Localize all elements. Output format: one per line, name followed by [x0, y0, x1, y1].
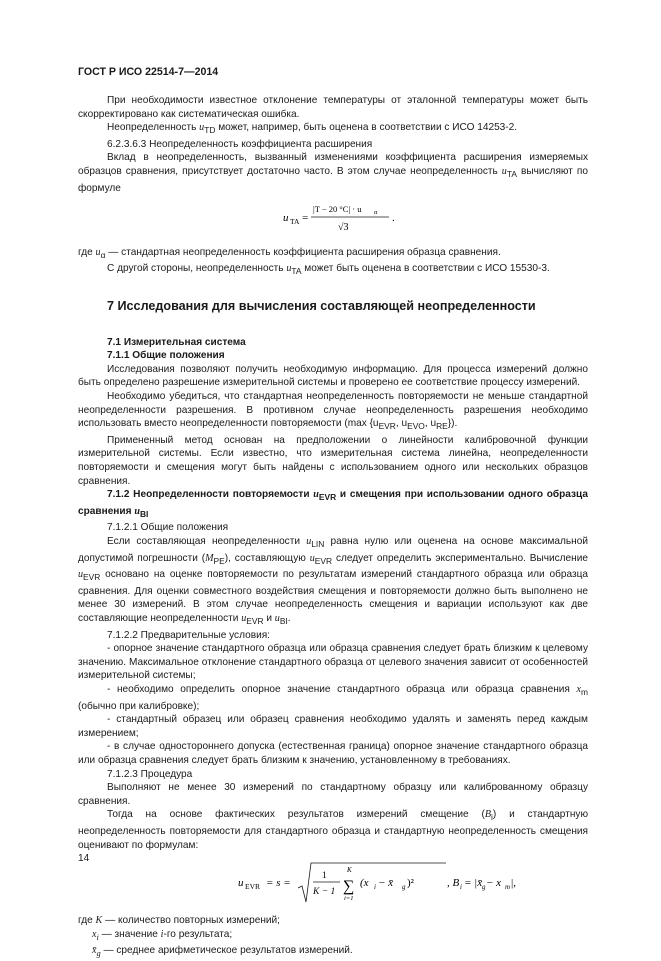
- paragraph-7121: Если составляющая неопределенности $u_{LIN}$ равна нулю или оценена на основе максимальной допустимой погрешности $(M_{PE})$, составляющую $u_{EVR}$ следует определить экспериментально. Вычисление $u_{EVR}$ основано на оценке повторяемости по результатам измерений стандартного образца или образца сравнения. Для оценки совместного воздействия смещения и повторяемости должно быть выполнено не менее 30 измерений. В этом случае неопределенность смещения и вариации используют как две составляющие неопределенности $u_{EVR}$ и $u_{BI}$.: [78, 535, 588, 626]
- uta-period: .: [392, 212, 395, 225]
- uevr-lhs-sub: EVR: [245, 882, 260, 892]
- paragraph-711c: Примененный метод основан на предположении о линейности калибровочной функции измерительной системы. Если известно, что измерительная система линейна, неопределенности повторяемости и смещения могут быть найдены с использованием одного или нескольких образцов сравнения.: [78, 434, 588, 487]
- paragraph-iso15530: С другой стороны, неопределенность $u_{TA}$ может быть оценена в соответствии с ИСО 15530-3.: [107, 263, 550, 277]
- uevr-lhs-var: u: [238, 877, 244, 890]
- section-7-title: 7 Исследования для вычисления составляющей неопределенности: [107, 299, 536, 313]
- section-711-title: 7.1.1 Общие положения: [107, 350, 225, 362]
- sum-upper: K: [347, 866, 352, 875]
- uta-denominator: √3: [338, 222, 349, 234]
- uta-lhs-var: u: [283, 212, 289, 225]
- paragraph-7123a: Выполняют не менее 30 измерений по стандартному образцу или калиброванному образцу сравнения.: [78, 782, 588, 807]
- section-7123-title: 7.1.2.3 Процедура: [107, 768, 193, 780]
- sum-lower: i=1: [344, 895, 354, 903]
- page-number: 14: [78, 853, 90, 864]
- uevr-equals-s: = s =: [266, 877, 291, 890]
- uta-lhs-sub: TA: [290, 217, 300, 227]
- list-item-4: - в случае одностороннего допуска (естественная граница) опорное значение стандартного образца или образца сравнения следует брать близким к значению, установленному в требованиях.: [78, 741, 588, 766]
- bias-xm: − x: [486, 877, 502, 890]
- list-item-1: - опорное значение стандартного образца или образца сравнения следует брать близким к целевому значению. Максимальное отклонение стандартного образца от целевого значения зависит от особенностей измерительной системы;: [78, 643, 588, 682]
- section-71-title: 7.1 Измерительная система: [107, 336, 246, 348]
- term-xg: − x̄: [378, 877, 394, 890]
- list-item-3: - стандартный образец или образец сравнения необходимо удалять и заменять перед каждым измерением;: [78, 714, 588, 739]
- bias-close: |,: [511, 877, 516, 890]
- section-712-title: 7.1.2 Неопределенности повторяемости $u_{EVR}$ и смещения при использовании одного образца сравнения $u_{BI}$: [78, 489, 588, 519]
- term-close: )²: [407, 877, 414, 890]
- paragraph-ua-def: где $u_\alpha$ — стандартная неопределенность коэффициента расширения образца сравнения.: [78, 246, 501, 260]
- subsection-62363-heading: 6.2.3.6.3 Неопределенность коэффициента расширения: [107, 138, 373, 150]
- paragraph-utd: Неопределенность $u_{TD}$ может, например, быть оценена в соответствии с ИСО 14253-2.: [107, 122, 518, 136]
- section-7121-title: 7.1.2.1 Общие положения: [107, 522, 229, 534]
- formula-uta-graphic: [243, 199, 423, 235]
- formula-uevr: [218, 858, 558, 908]
- bias-xg-sub: g: [482, 883, 486, 892]
- paragraph-711a: Исследования позволяют получить необходимую информацию. Для процесса измерений должно быть определено разрешение измерительной системы и проверено ее соответствие процессу измерений.: [78, 363, 588, 389]
- document-header: ГОСТ Р ИСО 22514-7—2014: [78, 66, 219, 78]
- formula-uta: [78, 199, 588, 240]
- term-xg-sub: g: [402, 883, 406, 892]
- frac-denominator: K − 1: [313, 887, 336, 898]
- bias-sub: i: [460, 883, 462, 892]
- uta-numerator-sub: α: [374, 209, 378, 217]
- uta-equals: =: [302, 212, 309, 225]
- where-xg: $x̄_g$ — среднее арифметическое результатов измерений.: [92, 945, 353, 959]
- paragraph-expansion: Вклад в неопределенность, вызванный изменениями коэффициента расширения измеряемых образцов сравнения, присутствует достаточно часто. В этом случае неопределенность $u_{TA}$ вычисляют по формуле: [78, 152, 588, 194]
- section-7122-title: 7.1.2.2 Предварительные условия:: [107, 629, 270, 641]
- bias-xm-sub: m: [505, 883, 511, 892]
- term-x-sub: i: [374, 883, 376, 892]
- page-content: [78, 94, 588, 961]
- sum-sign: ∑: [343, 878, 355, 896]
- bias-xg: = |x̄: [464, 877, 483, 890]
- bias-var: , B: [447, 877, 460, 890]
- paragraph-711b: Необходимо убедиться, что стандартная неопределенность повторяемости не меньше стандартной неопределенности разрешения. В противном случае неопределенность разрешения необходимо использовать вместо неопределенности повторяемости (max {$u_{EVR}$, $u_{EVO}$, $u_{RE}$}).: [78, 390, 588, 432]
- frac-numerator: 1: [322, 871, 327, 882]
- where-k: где K — количество повторных измерений;: [78, 915, 280, 927]
- paragraph-temp-correction: При необходимости известное отклонение температуры от эталонной температуры может быть скорректировано как систематическая ошибка.: [78, 95, 588, 120]
- paragraph-7123b: Тогда на основе фактических результатов измерений смещение $(B_i)$ и стандартную неопределенность повторяемости для стандартного образца и стандартную неопределенность смещения оценивают по формулам:: [78, 809, 589, 851]
- list-item-2: - необходимо определить опорное значение стандартного образца или образца сравнения $x_m$ (обычно при калибровке);: [78, 683, 588, 712]
- uta-numerator: |T − 20 °C| · u: [313, 204, 362, 215]
- where-xi: $x_i$ — значение i-го результата;: [92, 928, 233, 942]
- term-x: (x: [360, 877, 369, 890]
